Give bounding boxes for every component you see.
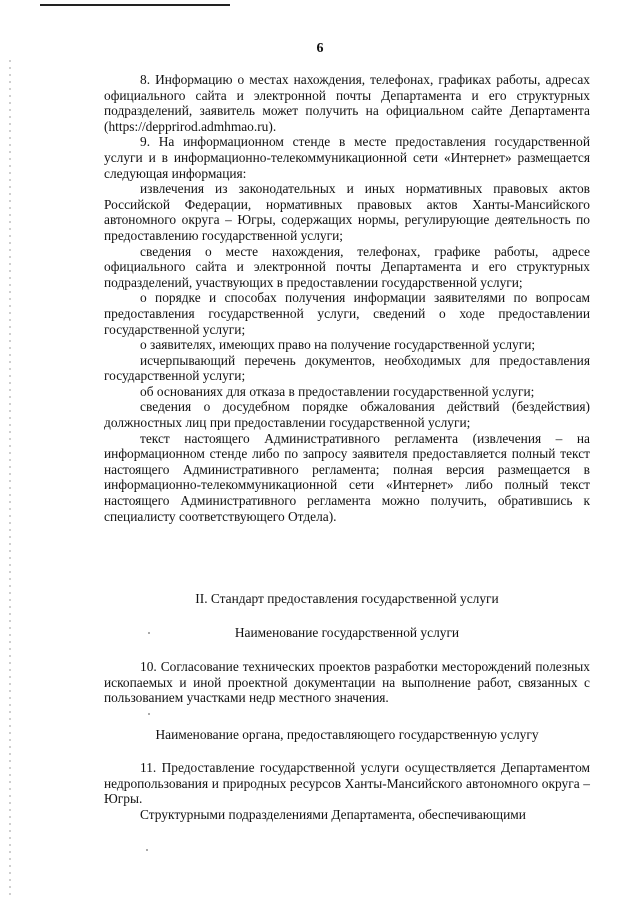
paragraph: исчерпывающий перечень документов, необходимых для предоставления государственной услуги;: [104, 352, 590, 384]
paragraph: Структурными подразделениями Департамента, обеспечивающими: [140, 806, 526, 822]
paragraph: сведения о месте нахождения, телефонах, графике работы, адресе официального сайта и электронной почты Департамента и его структурных подразделений, участвующих в предоставлении государственной услуги;: [104, 243, 590, 290]
scan-speck: [148, 713, 150, 715]
subheading-service-name: Наименование государственной услуги: [234, 625, 460, 640]
paragraph: 11. Предоставление государственной услуги осуществляется Департаментом недропользования и природных ресурсов Ханты-Мансийского автономного округа – Югры.: [104, 760, 590, 807]
top-rule: [40, 4, 230, 6]
body-text-p11: [104, 760, 590, 822]
paragraph: извлечения из законодательных и иных нормативных правовых актов Российской Федерации, нормативных правовых актов Ханты-Мансийского автономного округа – Югры, содержащих нормы, регулирующие деятельность по предоставлению государственной услуги;: [104, 181, 590, 243]
scan-speck: [146, 849, 148, 851]
paragraph: 9. На информационном стенде в месте предоставления государственной услуги и в информационно-телекоммуникационной сети «Интернет» размещается следующая информация:: [104, 134, 590, 181]
paragraph: 10. Согласование технических проектов разработки месторождений полезных ископаемых и иной проектной документации на выполнение работ, связанных с пользованием участками недр местного значения.: [104, 659, 590, 706]
page-number: 6: [316, 41, 324, 56]
scan-edge: [9, 60, 11, 900]
subheading-authority: Наименование органа, предоставляющего государственную услугу: [155, 727, 539, 742]
paragraph: сведения о досудебном порядке обжалования действий (бездействия) должностных лиц при предоставлении государственной услуги;: [104, 399, 590, 431]
paragraph: о заявителях, имеющих право на получение государственной услуги;: [140, 337, 536, 353]
section-heading: II. Стандарт предоставления государственной услуги: [195, 591, 499, 606]
paragraph: об основаниях для отказа в предоставлении государственной услуги;: [140, 383, 535, 399]
paragraph: текст настоящего Административного регламента (извлечения – на информационном стенде либо по запросу заявителя предоставляется полный текст настоящего Административного регламента; полная версия размещается в информационно-телекоммуникационной сети «Интернет» либо полный текст настоящего Административного регламента можно получить, обратившись к специалисту соответствующего Отдела).: [104, 430, 590, 524]
paragraph: о порядке и способах получения информации заявителями по вопросам предоставления государственной услуги, сведений о ходе предоставлении государственной услуги;: [104, 290, 590, 337]
body-text-top: [104, 72, 590, 524]
paragraph: 8. Информацию о местах нахождения, телефонах, графиках работы, адресах официального сайта и электронной почты Департамента и его структурных подразделений, заявитель может получить на официальном сайте Департамента (https://depprirod.admhmao.ru).: [104, 72, 590, 134]
body-text-p10: [104, 659, 590, 706]
